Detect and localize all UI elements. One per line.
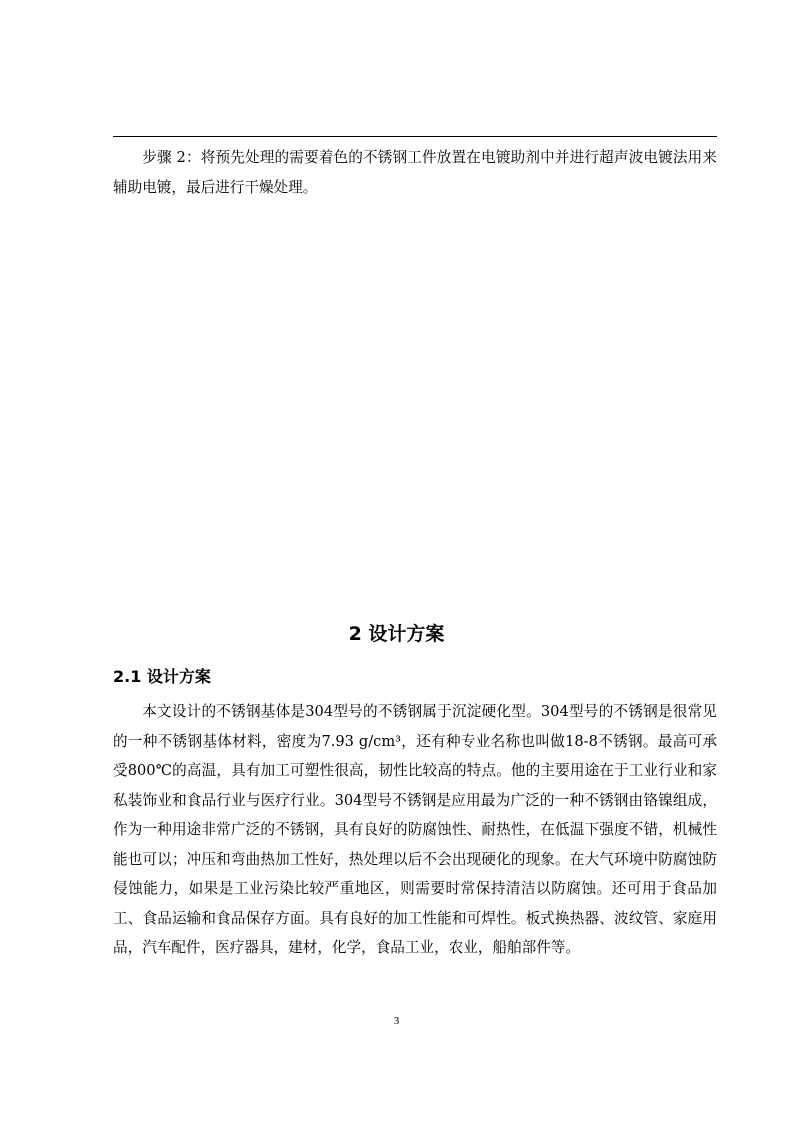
step2-paragraph: 步骤 2：将预先处理的需要着色的不锈钢工件放置在电镀助剂中并进行超声波电镀法用来辅助电镀，最后进行干燥处理。	[113, 149, 717, 196]
chapter-title: 2 设计方案	[348, 623, 445, 645]
section-title: 2.1 设计方案	[113, 667, 211, 686]
body-paragraph: 本文设计的不锈钢基体是304型号的不锈钢属于沉淀硬化型。304型号的不锈钢是很常见的一种不锈钢基体材料，密度为7.93 g/cm³，还有种专业名称也叫做18-8不锈钢。最高可承受800℃的高温，具有加工可塑性很高，韧性比较高的特点。他的主要用途在于工业行业和家私装饰业和食品行业与医疗行业。304型号不锈钢是应用最为广泛的一种不锈钢由铬镍组成，作为一种用途非常广泛的不锈钢，具有良好的防腐蚀性、耐热性，在低温下强度不错，机械性能也可以；冲压和弯曲热加工性好，热处理以后不会出现硬化的现象。在大气环境中防腐蚀防侵蚀能力，如果是工业污染比较严重地区，则需要时常保持清洁以防腐蚀。还可用于食品加工、食品运输和食品保存方面。具有良好的加工性能和可焊性。板式换热器、波纹管、家庭用品，汽车配件，医疗器具，建材，化学，食品工业，农业，船舶部件等。	[113, 703, 717, 956]
header-rule	[113, 136, 717, 137]
page-number: 3	[393, 1015, 400, 1027]
